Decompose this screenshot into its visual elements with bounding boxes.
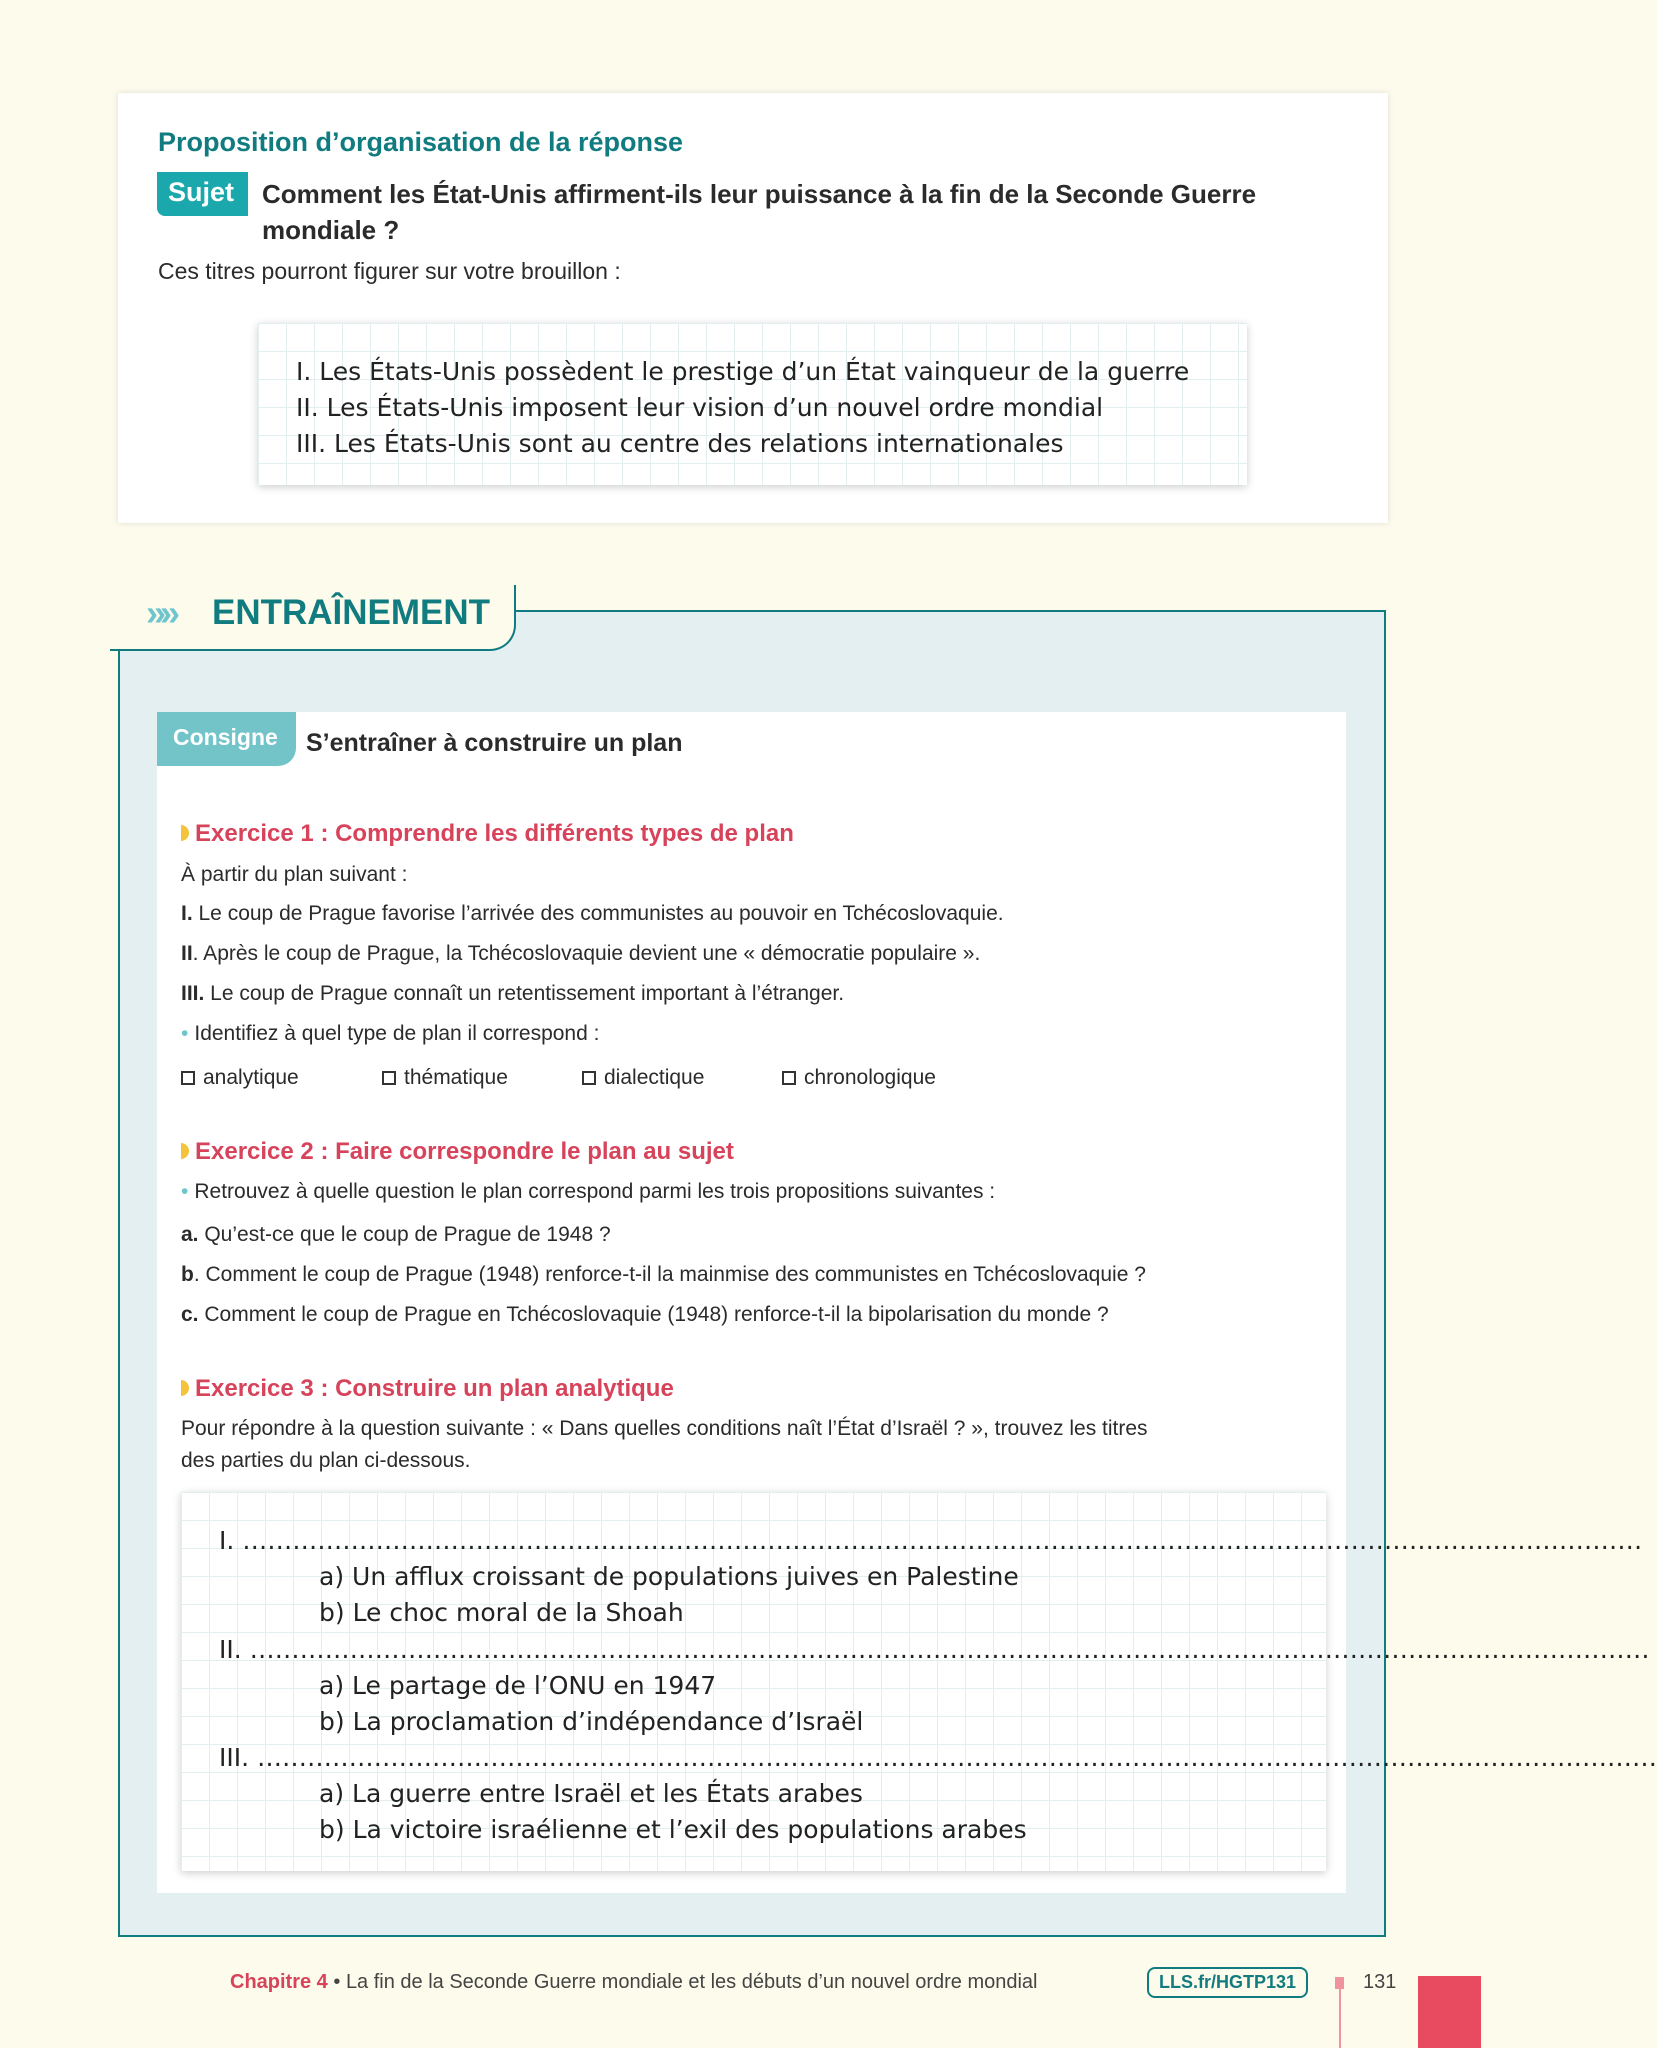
chapter-color-tab — [1418, 1976, 1481, 2048]
sujet-badge: Sujet — [157, 172, 248, 216]
option-label: chronologique — [804, 1066, 936, 1089]
choice-item — [181, 1223, 611, 1247]
plan-title: II. Les États-Unis imposent leur vision d’un nouvel ordre mondial — [296, 393, 1104, 422]
part-num: III. — [219, 1743, 250, 1772]
chapter-label: Chapitre 4 — [230, 1971, 328, 1993]
choice-text: Comment le coup de Prague en Tchécoslovaquie (1948) renforce-t-il la bipolarisation du monde ? — [198, 1303, 1109, 1326]
plan-title: I. Les États-Unis possèdent le prestige d’un État vainqueur de la guerre — [296, 357, 1190, 386]
subpart: b) La proclamation d’indépendance d’Israël — [319, 1707, 864, 1736]
part-num: II. — [219, 1635, 242, 1664]
separator: • — [327, 1971, 346, 1993]
chevrons-icon: »» — [146, 592, 175, 633]
option-dialectique[interactable] — [582, 1066, 704, 1090]
section-title: Proposition d’organisation de la réponse — [158, 127, 684, 157]
exercise-1-question — [181, 1022, 599, 1046]
chapter-title: La fin de la Seconde Guerre mondiale et les débuts d’un nouvel ordre mondial — [345, 1971, 1038, 1993]
subpart: b) La victoire israélienne et l’exil des populations arabes — [319, 1815, 1027, 1844]
option-label: analytique — [203, 1066, 299, 1089]
exercise-2-title — [181, 1138, 734, 1166]
question-text: Identifiez à quel type de plan il correspond : — [194, 1022, 600, 1045]
marker-icon — [181, 1380, 189, 1396]
option-analytique[interactable] — [181, 1066, 299, 1090]
exercise-3-intro: Pour répondre à la question suivante : « Dans quelles conditions naît l’État d’Israël ? », trouvez les titres — [181, 1417, 1148, 1440]
draft-grid-box — [258, 323, 1247, 485]
choice-item — [181, 1263, 1146, 1287]
consigne-badge: Consigne — [157, 712, 296, 766]
exercise-1-intro: À partir du plan suivant : — [181, 863, 408, 886]
choice-text: . Comment le coup de Prague (1948) renforce-t-il la mainmise des communistes en Tchécoslovaquie ? — [193, 1263, 1146, 1286]
option-label: dialectique — [604, 1066, 705, 1089]
subpart: b) Le choc moral de la Shoah — [319, 1598, 684, 1627]
part-title-blank[interactable]: II. …………………………………………………………………………………………………………………………………………………… — [219, 1635, 1650, 1664]
footer-chapter — [230, 1971, 1038, 1994]
entrainement-title: ENTRAÎNEMENT — [212, 593, 491, 632]
checkbox-icon[interactable] — [582, 1071, 596, 1085]
page-marker-line — [1339, 1989, 1341, 2048]
exercise-3-title — [181, 1375, 674, 1403]
exercise-title-text: Exercice 1 : Comprendre les différents types de plan — [195, 820, 794, 847]
subpart: a) Le partage de l’ONU en 1947 — [319, 1671, 717, 1700]
sujet-line: mondiale ? — [262, 215, 400, 245]
marker-icon — [181, 1143, 189, 1159]
page-marker-icon — [1335, 1977, 1344, 1989]
exercise-2-question — [181, 1180, 995, 1204]
option-thematique[interactable] — [382, 1066, 508, 1090]
plan-num: I. — [181, 902, 193, 925]
exercise-1-title — [181, 820, 794, 848]
option-chronologique[interactable] — [782, 1066, 936, 1090]
checkbox-icon[interactable] — [181, 1071, 195, 1085]
lls-link[interactable]: LLS.fr/HGTP131 — [1147, 1967, 1308, 1998]
intro-text: Ces titres pourront figurer sur votre brouillon : — [158, 258, 621, 284]
bullet-icon: • — [181, 1180, 189, 1203]
choice-letter: c. — [181, 1303, 199, 1326]
choice-item — [181, 1303, 1109, 1327]
part-title-blank[interactable]: III. …………………………………………………………………………………………………………………………………………………… — [219, 1743, 1657, 1772]
exercise-title-text: Exercice 2 : Faire correspondre le plan au sujet — [195, 1138, 734, 1165]
checkbox-icon[interactable] — [382, 1071, 396, 1085]
plan-grid-box — [181, 1492, 1657, 1871]
marker-icon — [181, 825, 189, 841]
sujet-line: Comment les État-Unis affirment-ils leur puissance à la fin de la Seconde Guerre — [262, 179, 1257, 209]
part-title-blank[interactable]: I. …………………………………………………………………………………………………………………………………………………… — [219, 1526, 1643, 1555]
plan-item — [181, 942, 980, 966]
option-label: thématique — [404, 1066, 508, 1089]
plan-title: III. Les États-Unis sont au centre des relations internationales — [296, 429, 1064, 458]
page-number: 131 — [1363, 1971, 1397, 1993]
checkbox-icon[interactable] — [782, 1071, 796, 1085]
plan-item — [181, 982, 844, 1006]
choice-letter: b — [181, 1263, 194, 1286]
plan-text: Le coup de Prague favorise l’arrivée des communistes au pouvoir en Tchécoslovaquie. — [192, 902, 1004, 925]
exercise-3-intro: des parties du plan ci-dessous. — [181, 1449, 471, 1472]
plan-num: III. — [181, 982, 205, 1005]
choice-letter: a. — [181, 1223, 199, 1246]
part-num: I. — [219, 1526, 235, 1555]
plan-text: Le coup de Prague connaît un retentissement important à l’étranger. — [204, 982, 845, 1005]
plan-text: . Après le coup de Prague, la Tchécoslovaquie devient une « démocratie populaire ». — [192, 942, 981, 965]
exercise-title-text: Exercice 3 : Construire un plan analytique — [195, 1375, 674, 1402]
sujet-text — [262, 176, 1256, 248]
choice-text: Qu’est-ce que le coup de Prague de 1948 ? — [198, 1223, 611, 1246]
question-text: Retrouvez à quelle question le plan correspond parmi les trois propositions suivantes : — [194, 1180, 996, 1203]
subpart: a) La guerre entre Israël et les États arabes — [319, 1779, 863, 1808]
subpart: a) Un afflux croissant de populations juives en Palestine — [319, 1562, 1019, 1591]
bullet-icon: • — [181, 1022, 189, 1045]
plan-num: II — [181, 942, 193, 965]
consigne-text: S’entraîner à construire un plan — [306, 729, 683, 757]
plan-item — [181, 902, 1004, 926]
